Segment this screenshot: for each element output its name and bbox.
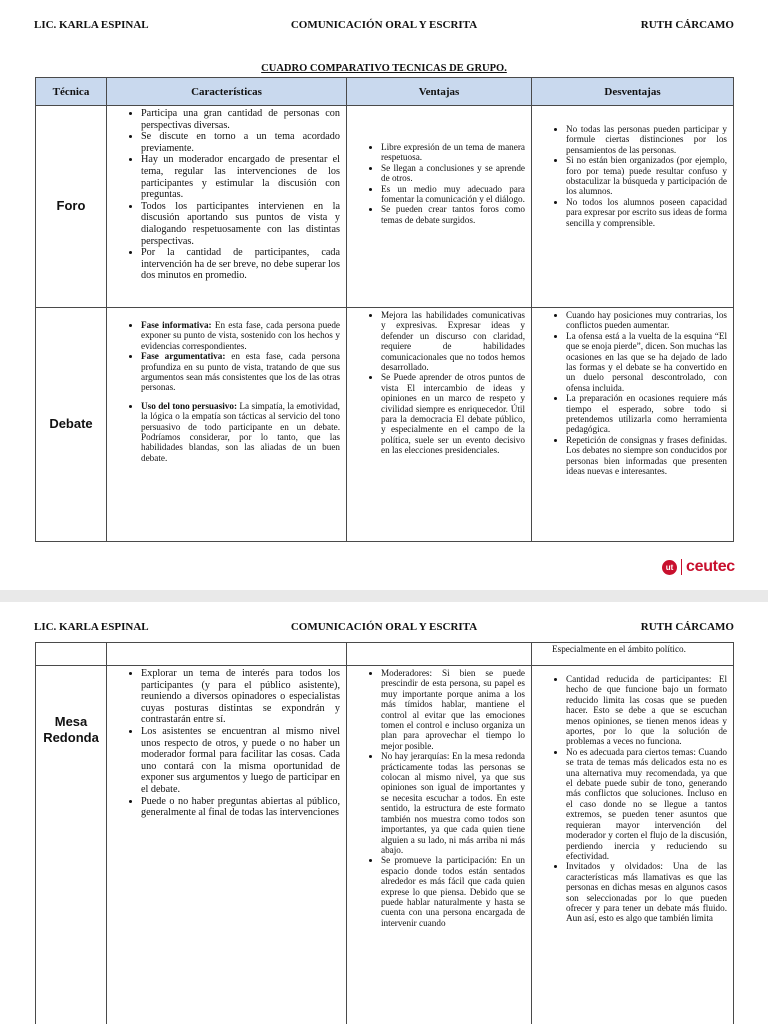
list-item: • Libre expresión de un tema de manera respetuosa. bbox=[381, 142, 525, 163]
list-item: • Explorar un tema de interés para todos los participantes (y para el público asistente), reuniendo a diversos opinadores o especialistas cuyas posturas distintas se expondrán y contrastarán entre sí. bbox=[141, 668, 340, 726]
list-item: • La preparación en ocasiones requiere más tiempo el esperado, sobre todo si pretendemos utilizarla como herramienta pedagógica. bbox=[566, 393, 727, 435]
list-item: • Se pueden crear tantos foros como temas de debate surgidos. bbox=[381, 204, 525, 225]
list-item: • Hay un moderador encargado de presentar el tema, regular las intervenciones de los participantes y estimular la discusión con preguntas. bbox=[141, 154, 340, 200]
spacer bbox=[141, 393, 340, 401]
tecnica-foro: Foro bbox=[36, 106, 107, 308]
list-item: • Invitados y olvidados: Una de las características más llamativas es que las personas en dichas mesas en algunos casos son seleccionadas por lo que pueden ofrecer y para tener un debate más fluido. Aun así, esto es algo que también limita bbox=[566, 861, 727, 923]
table-row-foro bbox=[36, 106, 734, 308]
fase-argumentativa-text: en esta fase, cada persona profundiza en su punto de vista, tratando de que sus argumentos sean más consistentes que los de las otras personas. bbox=[141, 351, 340, 393]
list-item: • La ofensa está a la vuelta de la esquina “El que se enoja pierde”, dicen. Son muchas las ocasiones en las que se ha dejado de lado las formas y el debate se ha convertido en un duelo personal descontrolado, con ofensa incluida. bbox=[566, 331, 727, 393]
mesa-ventajas bbox=[347, 666, 532, 1024]
list-item: • Se promueve la participación: En un espacio donde todos están sentados alrededor es más fácil que cada quien exprese lo que piensa. Debido que se puede hablar naturalmente y hasta se cuenta con una persona encargada de intervenir cuando bbox=[381, 855, 525, 928]
debate-desventajas bbox=[532, 308, 734, 542]
list-item: • Se discute en torno a un tema acordado previamente. bbox=[141, 131, 340, 154]
list-item: • Todos los participantes intervienen en la discusión aportando sus puntos de vista y dialogando respetuosamente con las distintas perspectivas. bbox=[141, 201, 340, 247]
list-item: • Puede o no haber preguntas abiertas al público, generalmente al final de todas las intervenciones bbox=[141, 796, 340, 819]
fase-informativa-text: En esta fase, cada persona puede exponer su punto de vista, sostenido con los hechos y evidencias correspondientes. bbox=[141, 320, 340, 351]
comparison-table bbox=[35, 77, 734, 542]
document-title: CUADRO COMPARATIVO TECNICAS DE GRUPO. bbox=[261, 63, 507, 74]
tono-persuasivo-text: La simpatía, la emotividad, la lógica o la empatía son tácticas al servicio del tono persuasivo de todo participante en un debate. Podríamos considerar, por lo tanto, que las habilidades blandas, son las aliadas de un buen debate. bbox=[141, 400, 340, 463]
tono-persuasivo-label: Uso del tono persuasivo: bbox=[141, 400, 238, 411]
list-item: • Si no están bien organizados (por ejemplo, foro por tema) puede resultar confuso y obstaculizar la búsqueda y participación de los alumnos. bbox=[566, 155, 727, 197]
table-header-row bbox=[36, 78, 734, 106]
table-row-mesa-redonda bbox=[36, 666, 734, 1024]
page-header bbox=[34, 19, 734, 35]
list-item: • Se llegan a conclusiones y se aprende de otros. bbox=[381, 163, 525, 184]
ceutec-logo bbox=[662, 558, 735, 576]
list-item: • No es adecuada para ciertos temas: Cuando se trata de temas más delicados esta no es una alternativa muy recomendada, ya que el debate puede subir de tono, generando más conflictos que soluciones. Incluso en el caso donde no se llegue a tantos extremos, se pueden tener asuntos que requieran mayor intervención del moderador y corten el flujo de la discusión, perdiendo inercia y reduciendo su efectividad. bbox=[566, 747, 727, 861]
list-item: • Los asistentes se encuentran al mismo nivel unos respecto de otros, y puede o no haber un moderador formal para facilitar las cosas. Cada uno contará con la misma oportunidad de exponer sus argumentos y luego de participar en el debate. bbox=[141, 726, 340, 796]
tecnica-debate: Debate bbox=[36, 308, 107, 542]
table-row-debate-cont bbox=[36, 643, 734, 666]
empty-cell bbox=[347, 643, 532, 666]
debate-caracteristicas bbox=[107, 308, 347, 542]
foro-caracteristicas bbox=[107, 106, 347, 308]
fase-argumentativa-label: Fase argumentativa: bbox=[141, 351, 226, 362]
list-item bbox=[141, 351, 340, 393]
debate-desventajas-cont bbox=[532, 643, 734, 666]
page-separator bbox=[0, 590, 768, 602]
list-item: • Moderadores: Si bien se puede prescindir de esta persona, su papel es muy importante porque anima a los más tímidos hablar, mantiene el control al evitar que las emociones tomen el control e incluso organiza un plan para aprovechar el tiempo lo mejor posible. bbox=[381, 668, 525, 751]
header-course: COMUNICACIÓN ORAL Y ESCRITA bbox=[290, 621, 478, 633]
list-item: • Por la cantidad de participantes, cada intervención ha de ser breve, no debe superar los dos minutos en promedio. bbox=[141, 247, 340, 282]
header-teacher: LIC. KARLA ESPINAL bbox=[34, 19, 149, 31]
header-student: RUTH CÁRCAMO bbox=[640, 19, 734, 31]
list-item: • Participa una gran cantidad de personas con perspectivas diversas. bbox=[141, 108, 340, 131]
col-header-desventajas: Desventajas bbox=[532, 78, 734, 106]
mesa-desventajas bbox=[532, 666, 734, 1024]
comparison-table-continued bbox=[35, 642, 734, 1024]
list-item: • Repetición de consignas y frases definidas. Los debates no siempre son conducidos por personas bien informadas que presenten ideas nuevas e interesantes. bbox=[566, 435, 727, 477]
foro-ventajas bbox=[347, 106, 532, 308]
list-item: • No todas las personas pueden participar y formule ciertas distinciones por los pensamientos de las personas. bbox=[566, 124, 727, 155]
list-item bbox=[141, 320, 340, 351]
ceutec-mark-icon: ut bbox=[662, 560, 677, 575]
foro-desventajas bbox=[532, 106, 734, 308]
empty-cell bbox=[36, 643, 107, 666]
fase-informativa-label: Fase informativa: bbox=[141, 320, 212, 330]
col-header-caracteristicas: Características bbox=[107, 78, 347, 106]
header-course: COMUNICACIÓN ORAL Y ESCRITA bbox=[290, 19, 478, 31]
list-item: • Mejora las habilidades comunicativas y expresivas. Expresar ideas y defender un discurso con claridad, requiere de habilidades comunicacionales que no todos hemos desarrollado. bbox=[381, 310, 525, 372]
page-2 bbox=[0, 602, 768, 1024]
header-teacher: LIC. KARLA ESPINAL bbox=[34, 621, 149, 633]
mesa-caracteristicas bbox=[107, 666, 347, 1024]
list-item: • Se Puede aprender de otros puntos de vista El intercambio de ideas y opiniones en un marco de respeto y civilidad siempre es enriquecedor. Útil para la democracia El debate público, y especialmente en el campo de la política, suele ser un evento decisivo en las elecciones presidenciales. bbox=[381, 372, 525, 455]
ceutec-wordmark: ceutec bbox=[686, 558, 735, 575]
logo-divider bbox=[681, 559, 682, 575]
list-item bbox=[141, 401, 340, 463]
page-header bbox=[34, 621, 734, 637]
col-header-tecnica: Técnica bbox=[36, 78, 107, 106]
empty-cell bbox=[107, 643, 347, 666]
list-item: • Cantidad reducida de participantes: El hecho de que funcione bajo un formato reducido limita las cosas que se pueden hacer. Esto se debe a que se escuchan menos opiniones, se tienen menos ideas y aportes, por lo que la solución de problemas a veces no funciona. bbox=[566, 674, 727, 747]
header-student: RUTH CÁRCAMO bbox=[640, 621, 734, 633]
list-item: • No hay jerarquías: En la mesa redonda prácticamente todas las personas se colocan al mismo nivel, ya que sus opiniones son igual de importantes y se necesita escuchar a todos. En este sentido, la estructura de este formato también nos muestra como todos son importantes, ya que cada quien tiene alguien a su lado, ni más arriba ni más abajo. bbox=[381, 751, 525, 855]
list-item: • Cuando hay posiciones muy contrarias, los conflictos pueden aumentar. bbox=[566, 310, 727, 331]
debate-ventajas bbox=[347, 308, 532, 542]
col-header-ventajas: Ventajas bbox=[347, 78, 532, 106]
list-item: • Es un medio muy adecuado para fomentar la comunicación y el diálogo. bbox=[381, 184, 525, 205]
continued-text: Especialmente en el ámbito político. bbox=[552, 644, 686, 654]
table-row-debate bbox=[36, 308, 734, 542]
tecnica-mesa-redonda: Mesa Redonda bbox=[36, 666, 107, 1024]
list-item: • No todos los alumnos poseen capacidad para expresar por escrito sus ideas de forma sencilla y comprensible. bbox=[566, 197, 727, 228]
